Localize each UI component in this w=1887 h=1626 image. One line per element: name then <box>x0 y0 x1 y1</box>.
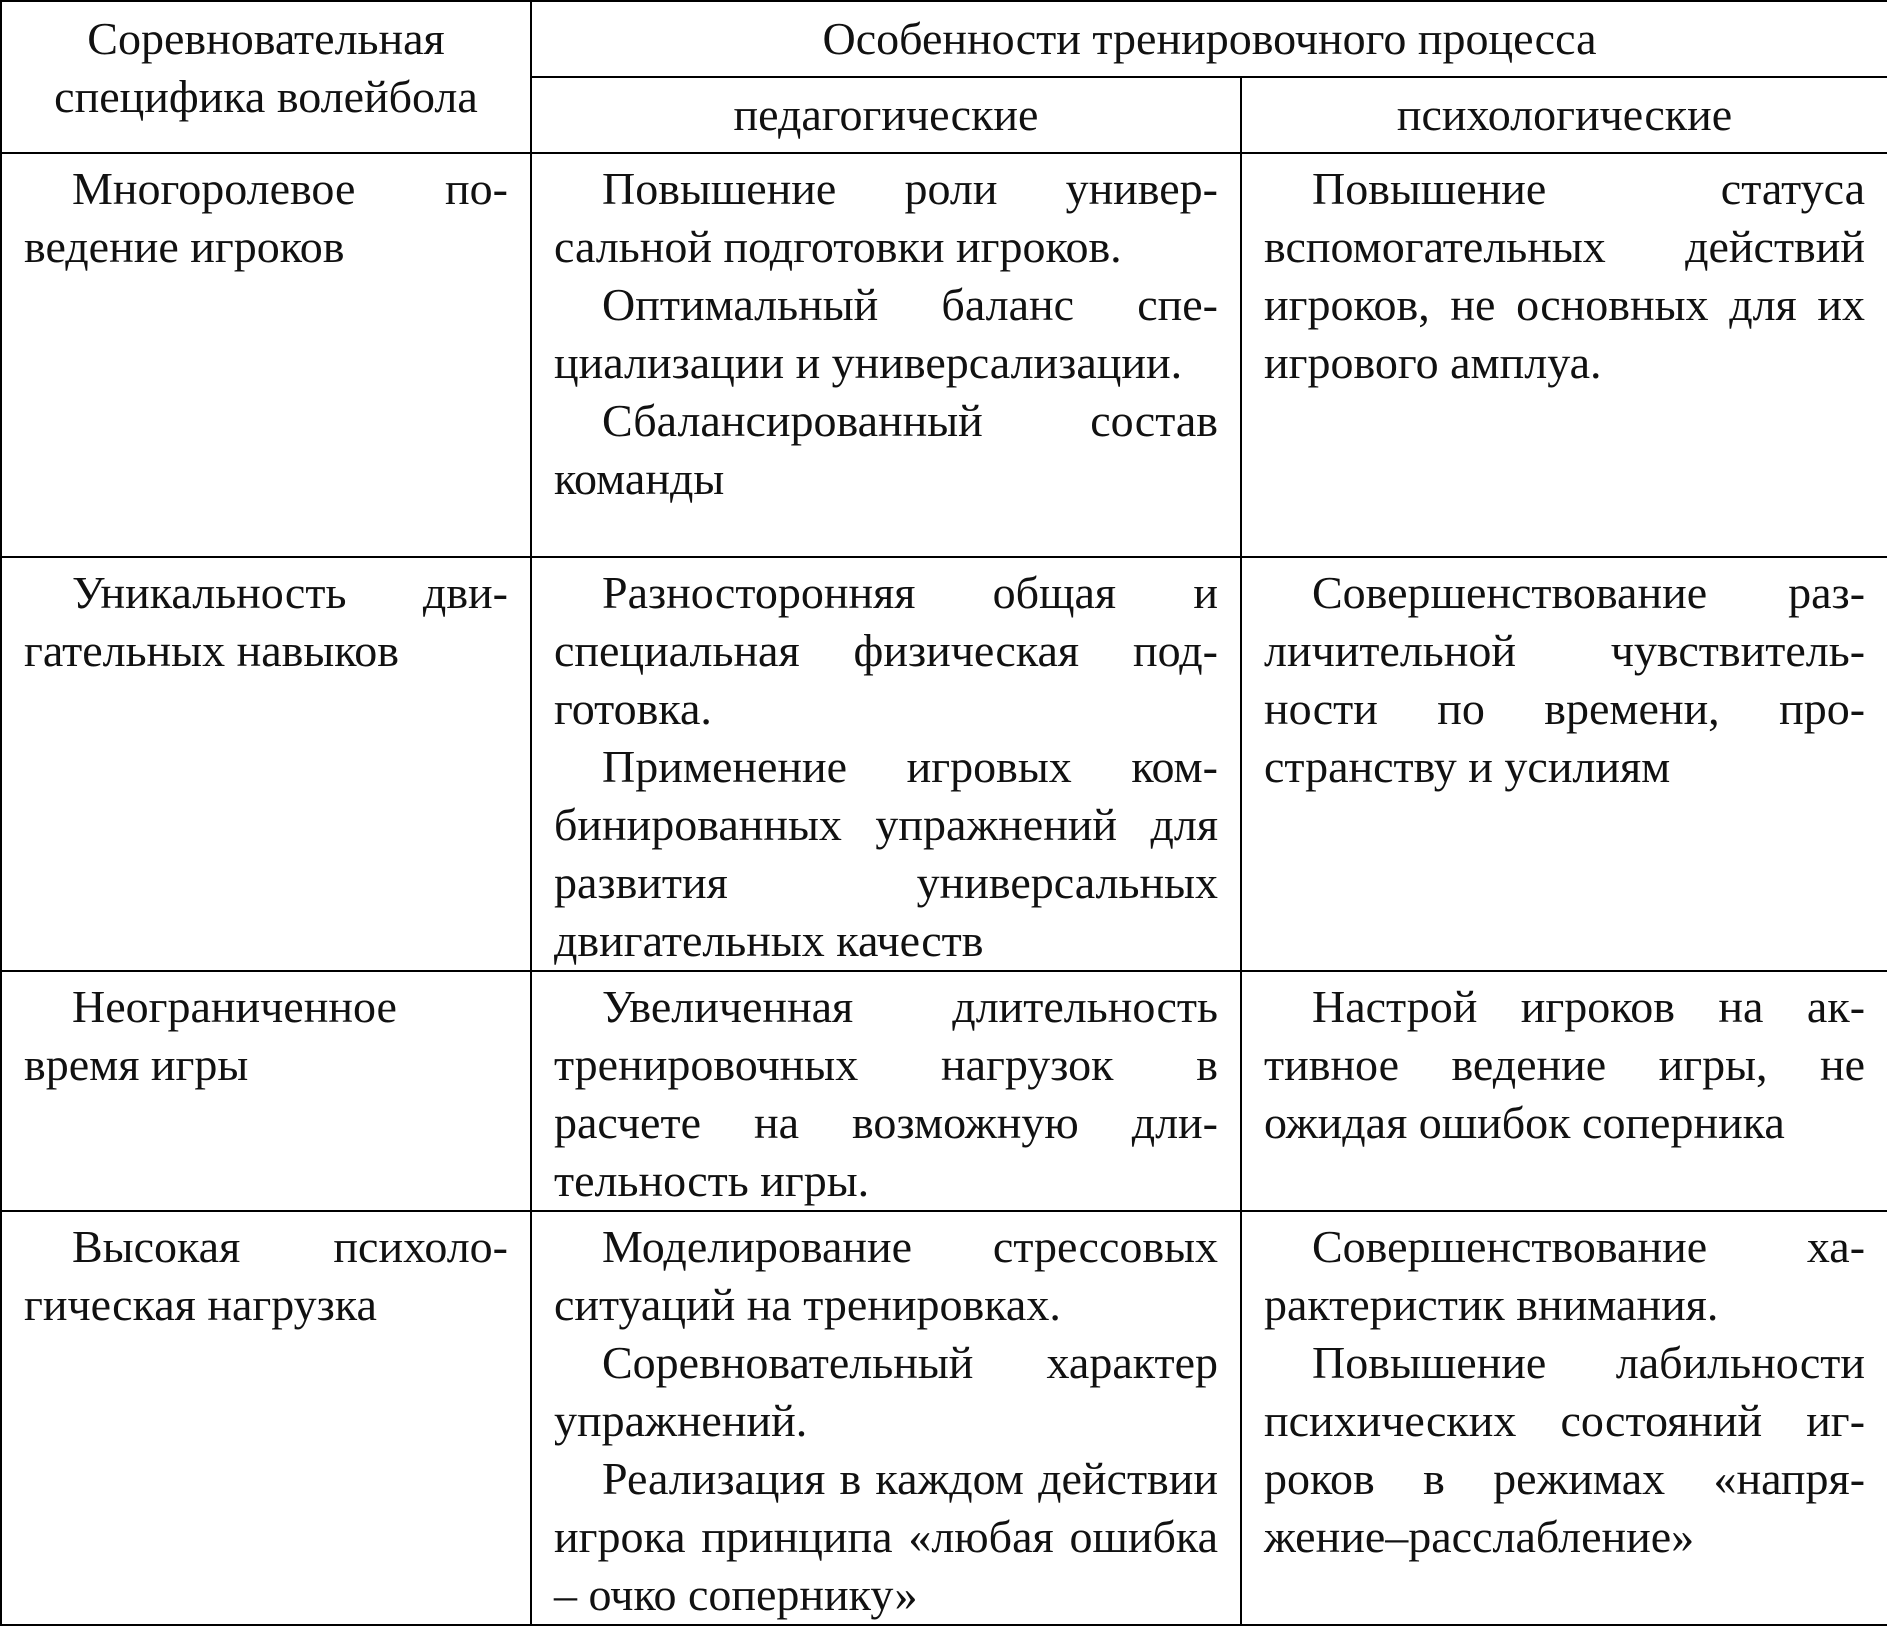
cell-psychological <box>1241 153 1887 557</box>
cell-paragraph: Совершенствование различительной чувствительности по времени, пространству и усилиям <box>1264 567 1866 792</box>
cell-paragraph: Увеличенная длительность тренировочных нагрузок в расчете на возможную длительность игры. <box>554 981 1218 1206</box>
table-row <box>1 153 1887 557</box>
cell-paragraph: Повышение статуса вспомогательных действий игроков, не основных для их игрового амплуа. <box>1264 163 1866 388</box>
cell-pedagogical <box>531 153 1241 557</box>
cell-paragraph: Повышение роли универсальной подготовки игроков. <box>554 163 1218 272</box>
cell-paragraph: Повышение лабильности психических состояний игроков в режимах «напряжение–расслабление» <box>1264 1337 1866 1562</box>
cell-paragraph: Применение игровых комбинированных упражнений для развития универсальных двигательных качеств <box>554 741 1218 966</box>
cell-specific <box>1 557 531 971</box>
cell-paragraph: Совершенствование характеристик внимания. <box>1264 1221 1866 1330</box>
table-row <box>1 971 1887 1211</box>
cell-paragraph: Высокая психологическая нагрузка <box>24 1221 508 1330</box>
cell-pedagogical <box>531 1211 1241 1625</box>
cell-paragraph: Разносторонняя общая и специальная физическая подготовка. <box>554 567 1218 734</box>
header-training-features: Особенности тренировочного процесса <box>531 1 1887 77</box>
cell-paragraph: Уникальность двигательных навыков <box>24 567 508 676</box>
cell-paragraph: Моделирование стрессовых ситуаций на тренировках. <box>554 1221 1218 1330</box>
cell-psychological <box>1241 971 1887 1211</box>
cell-paragraph: Реализация в каждом действии игрока принципа «любая ошибка – очко сопернику» <box>554 1453 1218 1620</box>
table-row <box>1 557 1887 971</box>
cell-specific <box>1 971 531 1211</box>
cell-paragraph: Многоролевое поведение игроков <box>24 163 508 272</box>
header-psychological: психологические <box>1241 77 1887 153</box>
cell-specific <box>1 1211 531 1625</box>
header-pedagogical: педагогические <box>531 77 1241 153</box>
cell-paragraph: Соревновательный характер упражнений. <box>554 1337 1218 1446</box>
cell-pedagogical <box>531 557 1241 971</box>
table-row <box>1 1211 1887 1625</box>
cell-psychological <box>1241 1211 1887 1625</box>
cell-pedagogical <box>531 971 1241 1211</box>
cell-psychological <box>1241 557 1887 971</box>
header-competitive-specifics: Соревновательная специфика волейбола <box>1 1 531 153</box>
cell-paragraph: Неограниченное время игры <box>24 981 397 1090</box>
cell-specific <box>1 153 531 557</box>
header-row <box>1 1 1887 77</box>
cell-paragraph: Оптимальный баланс специализации и универсализации. <box>554 279 1218 388</box>
cell-paragraph: Настрой игроков на активное ведение игры, не ожидая ошибок соперника <box>1264 981 1866 1148</box>
cell-paragraph: Сбалансированный состав команды <box>554 395 1218 504</box>
